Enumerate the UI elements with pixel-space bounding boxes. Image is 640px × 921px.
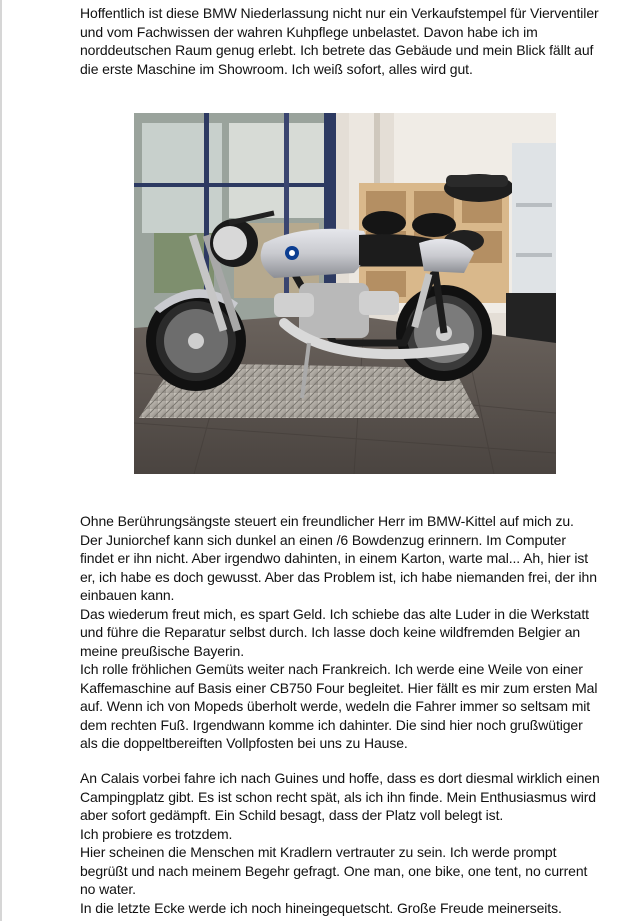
final-paragraph bbox=[80, 769, 620, 917]
text-line: findet er ihn nicht. Aber irgendwo dahinten, in einem Karton, warte mal... Ah, hier ist bbox=[80, 550, 589, 566]
text-line: Hoffentlich ist diese BMW Niederlassung nicht nur ein Verkaufstempel für Vierventiler bbox=[80, 5, 599, 21]
text-line: einbauen kann. bbox=[80, 587, 175, 603]
text-line: Ich rolle fröhlichen Gemüts weiter nach Frankreich. Ich werde eine Weile von einer bbox=[80, 661, 583, 677]
text-line: Hier scheinen die Menschen mit Kradlern vertrauter zu sein. Ich werde prompt bbox=[80, 844, 557, 860]
text-line: In die letzte Ecke werde ich noch hineingequetscht. Große Freude meinerseits. bbox=[80, 899, 562, 916]
text-line: no water. bbox=[80, 881, 136, 897]
text-line: Ohne Berührungsängste steuert ein freundlicher Herr im BMW-Kittel auf mich zu. bbox=[80, 513, 574, 529]
text-line: Campingplatz gibt. Es ist schon recht spät, als ich ihn finde. Mein Enthusiasmus wird bbox=[80, 788, 596, 805]
text-line: und vom Fachwissen der wahren Kuhpflege unbelastet. Davon habe ich im bbox=[80, 23, 538, 40]
text-line: aber sofort gedämpft. Ein Schild besagt, dass der Platz voll belegt ist. bbox=[80, 807, 504, 823]
text-line: Ich probiere es trotzdem. bbox=[80, 825, 233, 842]
text-line: und führe die Reparatur selbst durch. Ich lasse doch keine wildfremden Belgier an bbox=[80, 624, 581, 640]
text-line: Kaffemaschine auf Basis einer CB750 Four begleitet. Hier fällt es mir zum ersten Mal bbox=[80, 679, 598, 696]
text-line: dem rechten Fuß. Irgendwann komme ich dahinter. Die sind hier noch grußwütiger bbox=[80, 716, 583, 733]
text-line: An Calais vorbei fahre ich nach Guines und hoffe, dass es dort diesmal wirklich einen bbox=[80, 770, 600, 786]
text-line: als die doppeltbereiften Vollpfosten bei uns zu Hause. bbox=[80, 735, 408, 751]
motorcycle-photo bbox=[134, 113, 556, 474]
text-line: norddeutschen Raum genug erlebt. Ich betrete das Gebäude und mein Blick fällt auf bbox=[80, 42, 594, 58]
text-line: Der Juniorchef kann sich dunkel an einen /6 Bowdenzug erinnern. Im Computer bbox=[80, 531, 566, 548]
text-line: Das wiederum freut mich, es spart Geld. Ich schiebe das alte Luder in die Werkstatt bbox=[80, 605, 589, 622]
motorcycle-illustration bbox=[134, 113, 556, 474]
intro-paragraph bbox=[80, 4, 620, 78]
text-line: er, ich habe es doch gewusst. Aber das Problem ist, ich habe niemanden frei, der ihn bbox=[80, 568, 597, 585]
text-line: begrüßt und nach meinem Begehr gefragt. One man, one bike, one tent, no current bbox=[80, 862, 588, 879]
middle-paragraph bbox=[80, 512, 620, 753]
text-line: die erste Maschine im Showroom. Ich weiß sofort, alles wird gut. bbox=[80, 60, 473, 77]
text-line: meine preußische Bayerin. bbox=[80, 642, 245, 659]
text-line: auf. Wenn ich von Mopeds überholt werde, wedeln die Fahrer immer so seltsam mit bbox=[80, 698, 591, 714]
page-left-border bbox=[0, 0, 2, 921]
